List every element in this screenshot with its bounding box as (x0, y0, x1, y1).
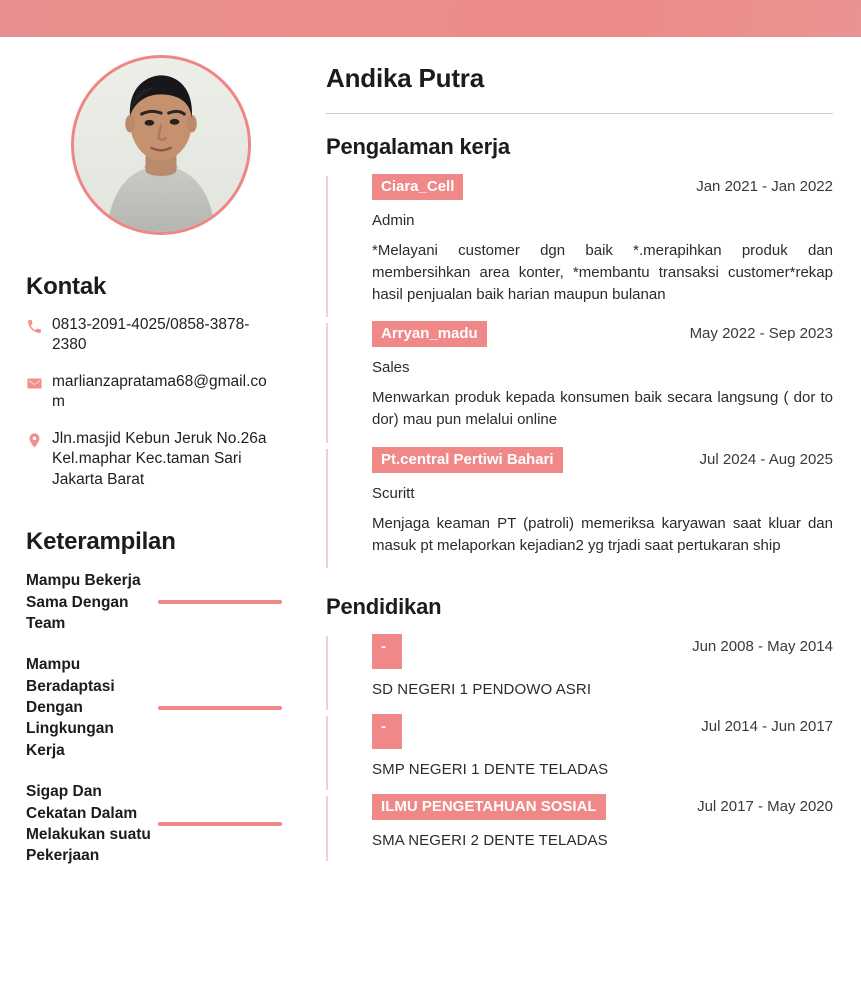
contact-item-address[interactable] (26, 429, 296, 490)
skill-item (26, 654, 296, 761)
education-item-head (372, 714, 833, 749)
major-badge: ILMU PENGETAHUAN SOSIAL (372, 794, 606, 820)
education-school: SMA NEGERI 2 DENTE TELADAS (372, 832, 608, 850)
main-content (318, 37, 861, 865)
skill-label: Sigap Dan Cekatan Dalam Melakukan suatu Pekerjaan (26, 783, 151, 865)
education-school: SMP NEGERI 1 DENTE TELADAS (372, 761, 609, 779)
education-date-range: Jun 2008 - May 2014 (692, 638, 833, 656)
experience-heading: Pengalaman kerja (326, 134, 510, 159)
skill-label: Mampu Bekerja Sama Dengan Team (26, 572, 141, 632)
timeline-rail (326, 716, 328, 790)
organization-badge: Ciara_Cell (372, 174, 463, 200)
experience-item-head (372, 174, 833, 200)
page-title: Andika Putra (326, 63, 484, 93)
skill-item (26, 570, 296, 634)
organization-badge: Arryan_madu (372, 321, 487, 347)
contact-list (26, 315, 296, 490)
skill-item (26, 781, 296, 867)
title-divider (326, 113, 833, 114)
contact-email-text: marlianzapratama68@gmail.com (52, 372, 267, 411)
skills-list (26, 570, 296, 867)
sidebar (0, 37, 318, 887)
resume-body (0, 37, 861, 1000)
education-item (326, 794, 833, 865)
contact-item-phone[interactable] (26, 315, 296, 356)
decorative-top-bar (0, 0, 861, 37)
experience-section (326, 134, 833, 572)
experience-role: Scuritt (372, 484, 415, 502)
education-heading: Pendidikan (326, 594, 442, 620)
skill-level-bar (158, 600, 282, 604)
contact-heading: Kontak (26, 273, 107, 300)
avatar (71, 55, 251, 235)
education-school: SD NEGERI 1 PENDOWO ASRI (372, 681, 592, 699)
experience-description: Menjaga keaman PT (patroli) memeriksa karyawan saat kluar dan masuk pt melaporkan kejadian2 yg trjadi saat pertukaran ship (372, 514, 833, 554)
timeline-rail (326, 449, 328, 569)
education-item (326, 714, 833, 794)
experience-date-range: May 2022 - Sep 2023 (689, 325, 833, 343)
envelope-icon (26, 372, 52, 392)
organization-badge: Pt.central Pertiwi Bahari (372, 447, 563, 473)
contact-address-text: Jln.masjid Kebun Jeruk No.26a Kel.maphar Kec.taman Sari Jakarta Barat (52, 429, 267, 488)
location-pin-icon (26, 429, 52, 449)
education-date-range: Jul 2014 - Jun 2017 (701, 718, 833, 736)
experience-item (326, 174, 833, 321)
timeline-rail (326, 176, 328, 317)
education-date-range: Jul 2017 - May 2020 (697, 798, 833, 816)
experience-description: Menwarkan produk kepada konsumen baik secara langsung ( dor to dor) mau pun melalui online (372, 389, 833, 428)
experience-role: Admin (372, 212, 415, 229)
skill-level-bar (158, 706, 282, 710)
skills-heading: Keterampilan (26, 528, 176, 556)
skill-label: Mampu Beradaptasi Dengan Lingkungan Kerja (26, 656, 115, 759)
profile-photo (74, 58, 248, 232)
contact-item-email[interactable] (26, 372, 296, 413)
education-section (326, 594, 833, 865)
experience-item-head (372, 447, 833, 473)
experience-item-head (372, 321, 833, 347)
experience-role: Sales (372, 359, 410, 377)
contact-phone-text: 0813-2091-4025/0858-3878-2380 (52, 316, 250, 354)
education-item (326, 634, 833, 714)
major-badge: - (372, 714, 402, 749)
experience-description: *Melayani customer dgn baik *.merapihkan produk dan membersihkan area konter, *membantu transaksi customer*rekap hasil penjualan baik harian maupun bulanan (372, 242, 833, 303)
education-item-head (372, 794, 833, 820)
timeline-rail (326, 636, 328, 710)
phone-icon (26, 315, 52, 335)
skill-level-bar (158, 822, 282, 826)
education-item-head (372, 634, 833, 669)
experience-date-range: Jul 2024 - Aug 2025 (699, 450, 833, 468)
major-badge: - (372, 634, 402, 669)
experience-date-range: Jan 2021 - Jan 2022 (696, 178, 833, 195)
experience-item (326, 321, 833, 447)
timeline-rail (326, 323, 328, 443)
timeline-rail (326, 796, 328, 861)
experience-item (326, 447, 833, 573)
